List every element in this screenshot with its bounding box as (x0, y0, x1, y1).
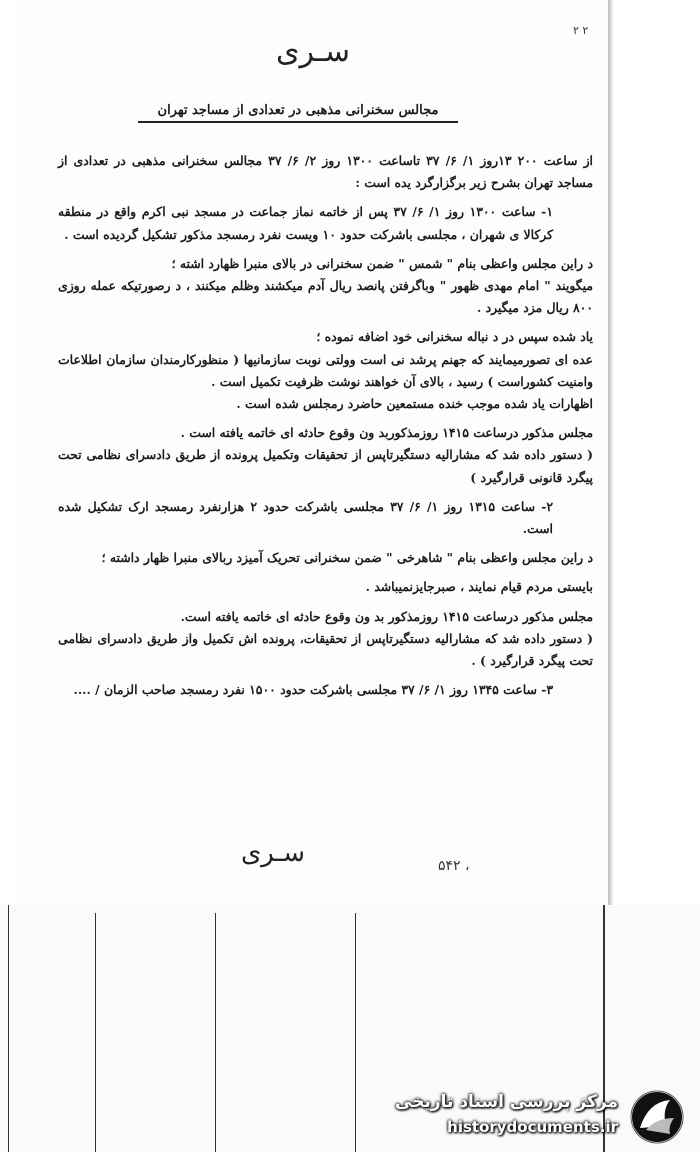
paragraph: مجلس مذکور درساعت ۱۴۱۵ روزمذکوربد ون وقوع حادثه ای خاتمه یافته است . (180, 425, 593, 441)
paragraph: از ساعت ۲۰۰ ۱۳روز ۱/ ۶/ ۳۷ تاساعت ۱۳۰۰ روز ۲/ ۶/ ۳۷ مجالس سخنرانی مذهبی در تعدادی از مساجد تهران بشرح زیر برگزارگرد یده است : (58, 153, 593, 191)
page-edge-shadow (608, 0, 614, 905)
paragraph: اظهارات یاد شده موجب خنده مستمعین حاضرد رمجلس شده است . (236, 396, 593, 412)
edge-line (8, 905, 9, 1152)
paragraph: ۱- ساعت ۱۳۰۰ روز ۱/ ۶/ ۳۷ پس از خاتمه نماز جماعت در مسجد نبی اکرم واقع در منطقه کرکالا ی شهران ، مجلسی باشرکت حدود ۱۰ ویست نفرد رمسجد مذکور تشکیل گردیده است . (58, 204, 553, 242)
paragraph: ( دستور داده شد که مشارالیه دستگیرتاپس از تحقیقات وتکمیل پرونده از طریق دادسرای نظامی تحت پیگرد قانونی قرارگیرد ) (58, 447, 593, 485)
book-emblem-icon (626, 1088, 688, 1146)
watermark-name: مرکز بررسی اسناد تاریخی (395, 1092, 618, 1112)
watermark-url: historydocuments.ir (447, 1118, 618, 1136)
archive-stamp: ۵۴۲ ، (438, 858, 470, 874)
column-line (215, 913, 216, 1152)
paragraph: د راین مجلس واعظی بنام " شاهرخی " ضمن سخنرانی تحریک آمیزد ربالای منبرا ظهار داشته ؛ (101, 550, 593, 566)
corner-marks: ۲ ۲ (573, 24, 589, 37)
paragraph: مجلس مذکور درساعت ۱۴۱۵ روزمذکور بد ون وقوع حادثه ای خاتمه یافته است. (180, 608, 593, 624)
paragraph: یاد شده سپس در د نباله سخنرانی خود اضافه نموده ؛ (316, 329, 593, 345)
paragraph: ۲- ساعت ۱۳۱۵ روز ۱/ ۶/ ۳۷ مجلسی باشرکت حدود ۲ هزارنفرد رمسجد ارک تشکیل شده است. (58, 498, 553, 537)
paragraph: میگویند " امام مهدی ظهور " وباگرفتن پانصد ریال آدم میکشند وظلم میکنند ، د رصورتیکه عمله روزی ۸۰۰ ریال مزد میگیرد . (58, 278, 593, 316)
paragraph: ۳- ساعت ۱۳۴۵ روز ۱/ ۶/ ۳۷ مجلسی باشرکت حدود ۱۵۰۰ نفرد رمسجد صاحب الزمان / .... (73, 682, 553, 698)
document-body (58, 150, 593, 701)
document-title: مجالس سخنرانی مذهبی در تعدادی از مساجد تهران (138, 103, 458, 123)
classification-bottom: سـری (240, 838, 306, 868)
document-page (18, 0, 610, 907)
paragraph: د راین مجلس واعظی بنام " شمس " ضمن سخنرانی در بالای منبرا ظهارد اشته ؛ (171, 255, 593, 271)
watermark-logo (395, 1088, 688, 1146)
paragraph: ( دستور داده شد که مشارالیه دستگیرتاپس از تحقیقات، پرونده اش تکمیل واز طریق دادسرای نظامی تحت پیگرد قرارگیرد ) . (58, 630, 593, 669)
classification-top: سـری (276, 34, 350, 69)
column-line (95, 913, 96, 1152)
paragraph: بایستی مردم قیام نمایند ، صبرجایزنمیباشد . (365, 579, 593, 595)
column-line (355, 913, 356, 1152)
paragraph: عده ای تصورمیمایند که جهنم پرشد نی است وولتی نوبت سازمانیها ( منظورکارمندان سازمان اطلاعات وامنیت کشوراست ) رسید ، بالای آن خواهند نوشت ظرفیت تکمیل است . (58, 351, 593, 389)
